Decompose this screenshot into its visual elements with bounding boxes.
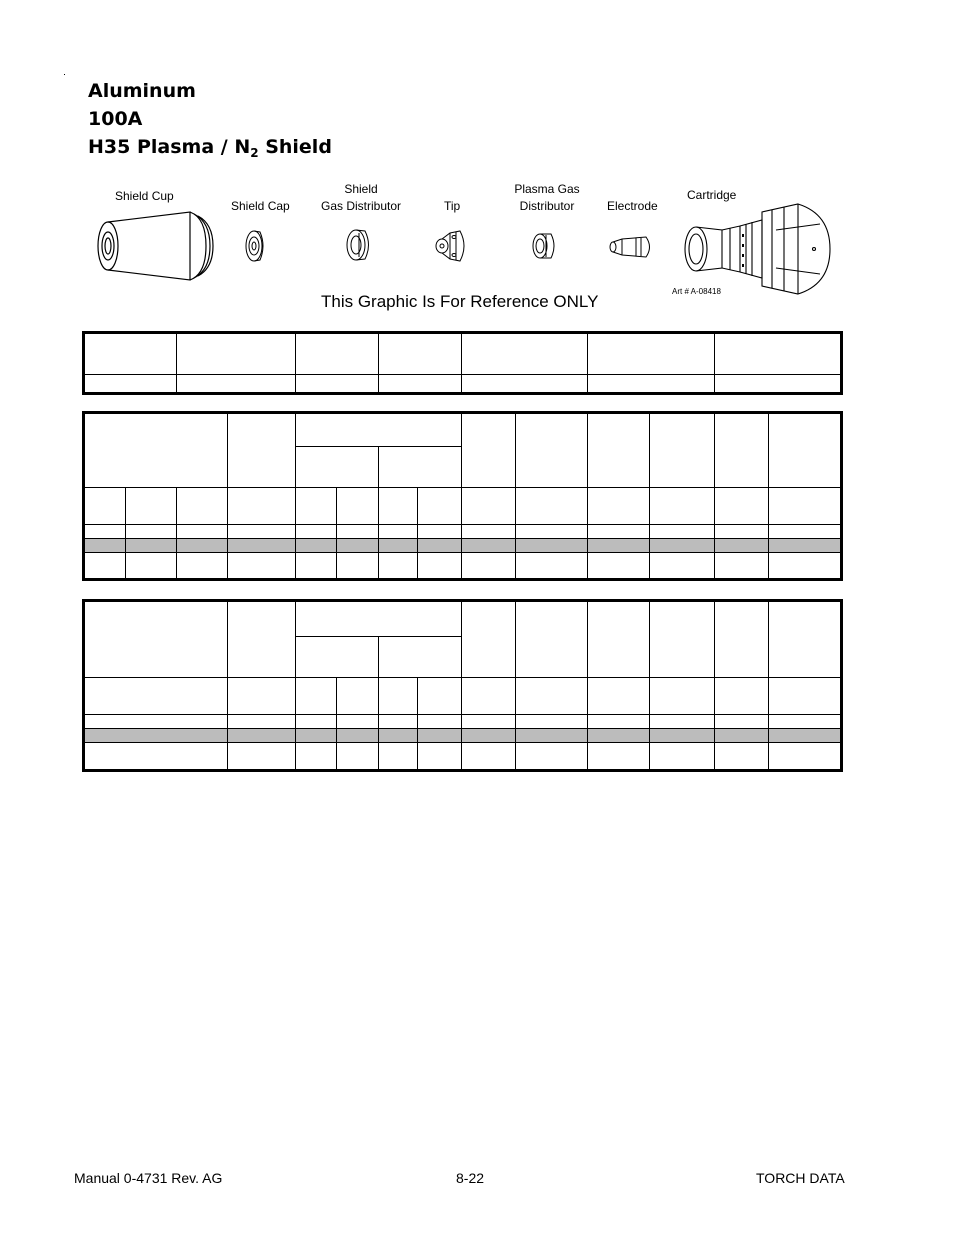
table-row <box>84 743 842 771</box>
table-header-row <box>84 601 842 637</box>
title-material: Aluminum <box>88 80 196 102</box>
table-row <box>84 375 842 394</box>
footer-manual: Manual 0-4731 Rev. AG <box>74 1170 223 1186</box>
tip-image <box>434 227 472 265</box>
cut-data-table-1 <box>82 411 843 581</box>
cut-data-table-2 <box>82 599 843 772</box>
label-shield-gas-distributor: Shield Gas Distributor <box>320 182 402 213</box>
title-gases: H35 Plasma / $N_2$ Shield <box>88 136 332 160</box>
label-shield-cup: Shield Cup <box>115 189 174 203</box>
shield-cap-image <box>244 229 268 263</box>
shield-gas-distributor-image <box>345 227 375 263</box>
plasma-gas-distributor-image <box>531 230 561 262</box>
table-row <box>84 538 842 552</box>
label-tip: Tip <box>444 199 461 213</box>
label-plasma-gas-distributor: Plasma Gas Distributor <box>514 182 580 213</box>
title-amperage: 100A <box>88 108 143 130</box>
cartridge-image <box>680 200 834 298</box>
parts-table <box>82 331 843 395</box>
footer-page-number: 8-22 <box>456 1170 485 1186</box>
reference-note: This Graphic Is For Reference ONLY <box>321 292 599 311</box>
art-number: Art # A-08418 <box>672 287 721 296</box>
footer-section: TORCH DATA <box>756 1170 845 1186</box>
table-row <box>84 525 842 539</box>
table-row <box>84 552 842 580</box>
label-cartridge: Cartridge <box>687 188 737 202</box>
shield-cup-image <box>94 208 216 284</box>
table-row <box>84 729 842 743</box>
stray-mark <box>64 74 65 75</box>
electrode-image <box>608 233 656 261</box>
table-header-row <box>84 678 842 715</box>
label-electrode: Electrode <box>607 199 658 213</box>
table-header-row <box>84 488 842 525</box>
table-row <box>84 333 842 375</box>
table-row <box>84 715 842 729</box>
label-shield-cap: Shield Cap <box>231 199 290 213</box>
table-header-row <box>84 413 842 447</box>
